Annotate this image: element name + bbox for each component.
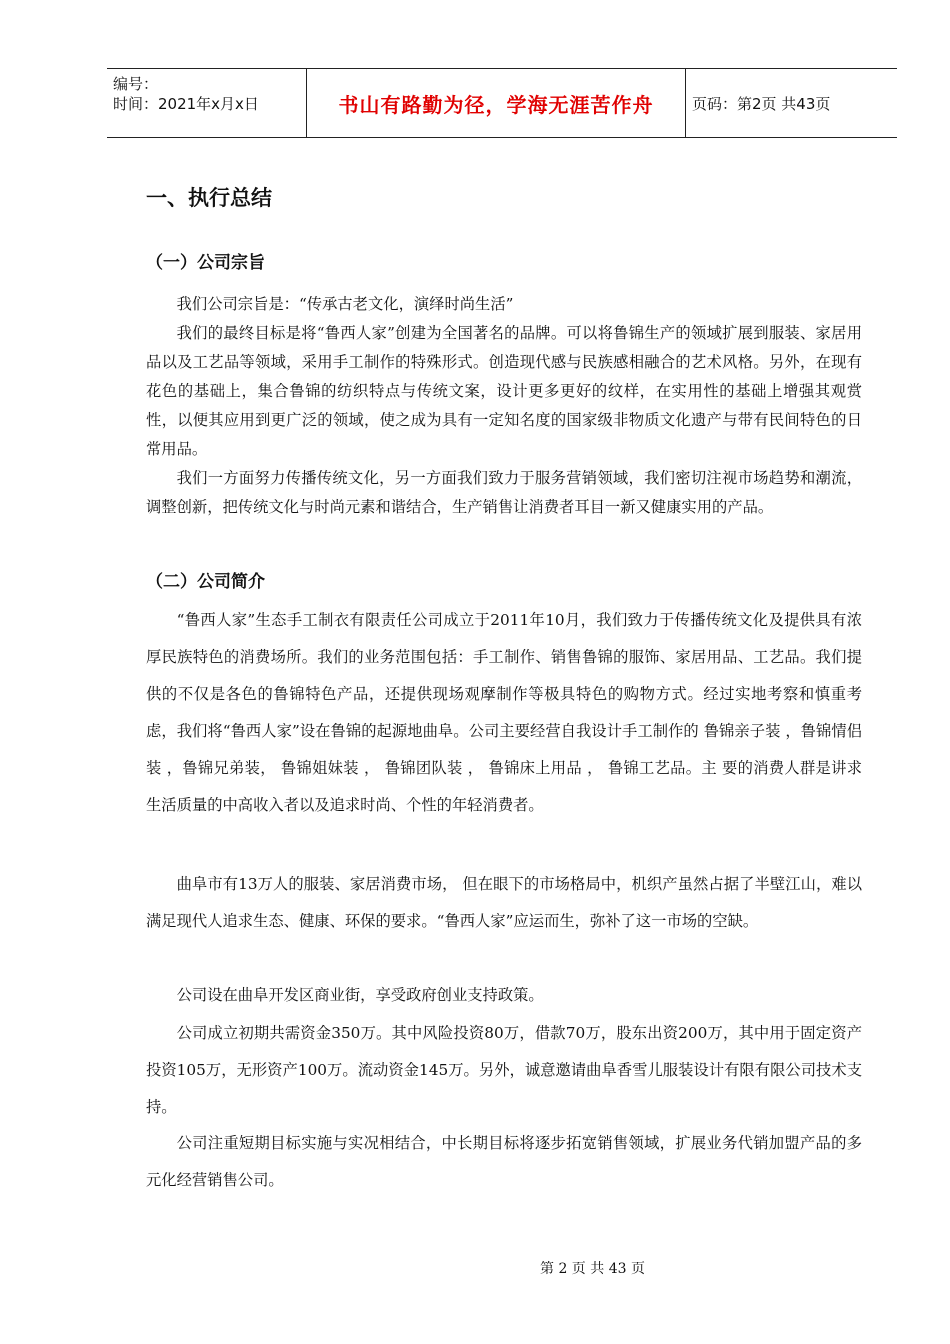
paragraph: 我们的最终目标是将“鲁西人家”创建为全国著名的品牌。可以将鲁锦生产的领域扩展到服装、家居用品以及工艺品等领域，采用手工制作的特殊形式。创造现代感与民族感相融合的艺术风格。另外，在现有花色的基础上，集合鲁锦的纺织特点与传统文案，设计更多更好的纹样，在实用性的基础上增强其观赏性，以便其应用到更广泛的领域，使之成为具有一定知名度的国家级非物质文化遗产与带有民间特色的日常用品。 xyxy=(146,324,862,458)
paragraph: 公司成立初期共需资金350万。其中风险投资80万，借款70万，股东出资200万，其中用于固定资产投资105万，无形资产100万。流动资金145万。另外，诚意邀请曲阜香雪儿服装设计有限有限公司技术支持。 xyxy=(146,1024,862,1116)
profile-paragraph-5 xyxy=(146,1125,862,1199)
document-number-label: 编号： xyxy=(113,75,159,93)
subsection-title-mission: （一）公司宗旨 xyxy=(146,253,265,273)
paragraph: 我们一方面努力传播传统文化，另一方面我们致力于服务营销领域，我们密切注视市场趋势和潮流，调整创新，把传统文化与时尚元素和谐结合，生产销售让消费者耳目一新又健康实用的产品。 xyxy=(146,469,862,516)
profile-paragraph-4 xyxy=(146,1015,862,1126)
document-date-label: 时间：2021年x月x日 xyxy=(113,95,259,113)
paragraph: 我们公司宗旨是：“传承古老文化，演绎时尚生活” xyxy=(176,295,514,313)
profile-paragraph-3 xyxy=(146,977,862,1014)
paragraph: 公司设在曲阜开发区商业街，享受政府创业支持政策。 xyxy=(176,986,544,1004)
header-meta-cell xyxy=(107,69,307,137)
header-page-info: 页码：第2页 共43页 xyxy=(692,94,831,113)
paragraph: 公司注重短期目标实施与实况相结合，中长期目标将逐步拓宽销售领域，扩展业务代销加盟产品的多元化经营销售公司。 xyxy=(146,1134,862,1189)
section-title: 一、执行总结 xyxy=(146,186,272,210)
paragraph: “鲁西人家”生态手工制衣有限责任公司成立于2011年10月，我们致力于传播传统文化及提供具有浓厚民族特色的消费场所。我们的业务范围包括：手工制作、销售鲁锦的服饰、家居用品、工艺品。我们提供的不仅是各色的鲁锦特色产品，还提供现场观摩制作等极具特色的购物方式。经过实地考察和慎重考虑，我们将“鲁西人家”设在鲁锦的起源地曲阜。公司主要经营自我设计手工制作的 鲁锦亲子装 ，鲁锦情侣装 ，鲁锦兄弟装， 鲁锦姐妹装 ， 鲁锦团队装 ， 鲁锦床上用品 ， 鲁锦工艺品。主 要的消费人群是讲求生活质量的中高收入者以及追求时尚、个性的年轻消费者。 xyxy=(146,611,862,814)
footer-page-number: 第 2 页 共 43 页 xyxy=(540,1261,645,1277)
page-header xyxy=(107,68,897,138)
mission-body xyxy=(146,290,862,522)
paragraph: 曲阜市有13万人的服装、家居消费市场， 但在眼下的市场格局中，机织产虽然占据了半壁江山，难以满足现代人追求生态、健康、环保的要求。“鲁西人家”应运而生，弥补了这一市场的空缺。 xyxy=(146,875,862,930)
page-footer xyxy=(0,1258,950,1278)
profile-paragraph-2 xyxy=(146,866,862,940)
profile-paragraph-1 xyxy=(146,602,862,824)
header-motto: 书山有路勤为径，学海无涯苦作舟 xyxy=(307,69,686,137)
subsection-title-profile: （二）公司简介 xyxy=(146,572,265,592)
